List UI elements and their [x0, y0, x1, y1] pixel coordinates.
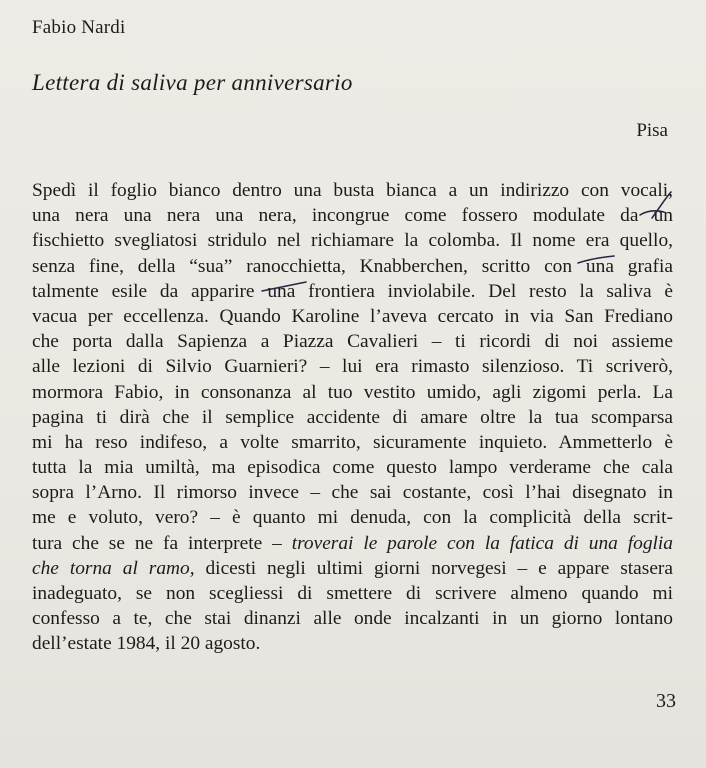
- text-segment: tura che se ne fa interprete –: [32, 532, 292, 554]
- text-line: senza fine, della “sua” ranocchietta, Knabberchen, scritto con una grafia: [32, 255, 673, 277]
- italic-quote-segment: troverai le parole con la fatica di una foglia: [291, 532, 673, 554]
- text-line: dell’estate 1984, il 20 agosto.: [32, 633, 261, 655]
- page-number: 33: [656, 690, 676, 712]
- prose-body: [32, 178, 673, 657]
- text-line: mi ha reso indifeso, a volte smarrito, sicuramente inquieto. Ammetterlo è: [32, 431, 673, 453]
- text-line: vacua per eccellenza. Quando Karoline l’aveva cercato in via San Frediano: [32, 305, 673, 327]
- place-name: Pisa: [636, 120, 668, 141]
- text-line: confesso a te, che stai dinanzi alle onde incalzanti in un giorno lontano: [32, 608, 673, 630]
- text-line: talmente esile da apparire una frontiera inviolabile. Del resto la saliva è: [32, 280, 673, 302]
- text-line: me e voluto, vero? – è quanto mi denuda, con la complicità della scrit-: [32, 507, 673, 529]
- text-line: [32, 556, 673, 581]
- text-line: Spedì il foglio bianco dentro una busta bianca a un indirizzo con vocali,: [32, 180, 673, 201]
- text-line: mormora Fabio, in consonanza al tuo vestito umido, agli zigomi perla. La: [32, 381, 673, 403]
- text-line: alle lezioni di Silvio Guarnieri? – lui era rimasto silenzioso. Ti scriverò,: [32, 356, 673, 378]
- text-segment: dicesti negli ultimi giorni norvegesi – e appare stasera: [194, 557, 673, 579]
- text-line: inadeguato, se non scegliessi di smettere di scrivere almeno quando mi: [32, 583, 673, 604]
- text-line: [32, 531, 673, 556]
- text-line: fischietto svegliatosi stridulo nel richiamare la colomba. Il nome era quello,: [32, 230, 673, 252]
- text-line: una nera una nera una nera, incongrue come fossero modulate da un: [32, 205, 673, 227]
- italic-quote-segment: che torna al ramo,: [32, 557, 195, 579]
- text-line: tutta la mia umiltà, ma episodica come questo lampo verderame che cala: [32, 457, 673, 479]
- text-line: pagina ti dirà che il semplice accidente di amare oltre la tua scomparsa: [32, 406, 673, 428]
- poem-title: Lettera di saliva per anniversario: [32, 70, 353, 95]
- text-line: sopra l’Arno. Il rimorso invece – che sai costante, così l’hai disegnato in: [32, 482, 673, 504]
- text-line: che porta dalla Sapienza a Piazza Cavalieri – ti ricordi di noi assieme: [32, 331, 673, 353]
- author-name: Fabio Nardi: [32, 17, 126, 38]
